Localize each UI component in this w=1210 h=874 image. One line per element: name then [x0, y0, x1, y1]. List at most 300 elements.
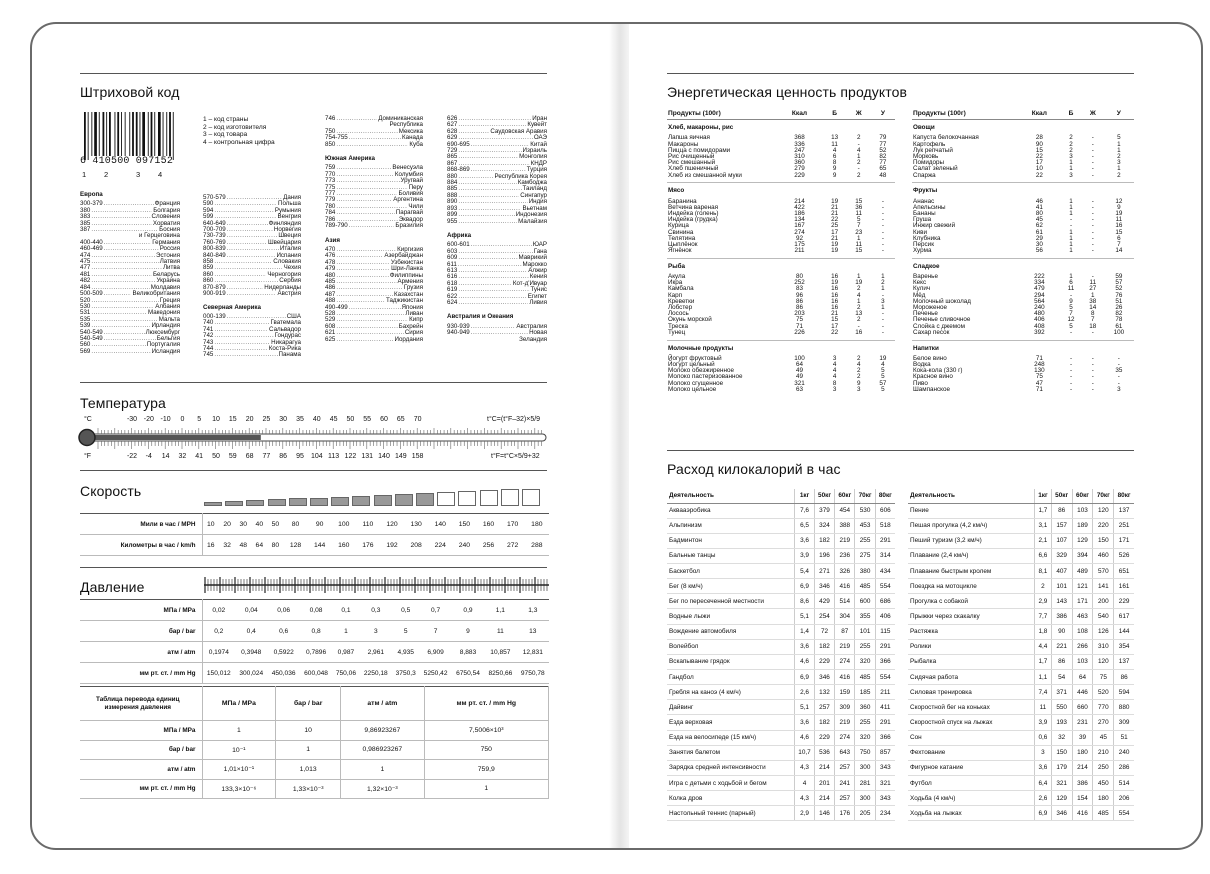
food-value: 80 [1035, 209, 1043, 217]
country-code: 530 [80, 302, 91, 310]
food-value: 75 [1035, 373, 1043, 381]
speed-row-label: Километры в час / km/h [80, 535, 202, 556]
food-value: 49 [795, 373, 803, 381]
country-code: 743 [203, 338, 214, 346]
food-name: Слойка с джемом [913, 322, 965, 330]
food-category-row [912, 183, 1134, 199]
speed-value: 160 [338, 541, 350, 549]
food-name: Цыплёнок [668, 240, 698, 248]
food-name: Икра [668, 279, 683, 287]
food-value: 2 [1069, 146, 1073, 154]
country-name: Хорватия [152, 219, 180, 227]
food-value: 214 [794, 197, 805, 205]
food-category: Рыба [668, 262, 685, 270]
calories-value: 3,6 [795, 715, 815, 730]
calories-value: 550 [1051, 700, 1072, 715]
calories-value: 229 [1114, 594, 1134, 609]
conversion-header-cell: атм / atm [341, 687, 425, 721]
calories-row [908, 791, 1134, 806]
calories-value: 518 [875, 518, 895, 533]
pressure-value: 600,048 [304, 669, 328, 677]
country-name: Сербия [279, 277, 301, 285]
calories-value: 570 [1093, 564, 1114, 579]
pressure-value: 450,036 [271, 669, 296, 677]
calories-value: 366 [875, 654, 895, 669]
pressure-value: 9 [466, 627, 470, 635]
calories-value: 171 [1114, 533, 1134, 548]
food-value: - [1091, 373, 1094, 381]
food-value: 564 [1034, 297, 1045, 305]
food-value: 360 [794, 159, 805, 167]
food-name: Индейка (грудка) [668, 216, 718, 224]
country-col-2 [203, 188, 301, 359]
food-value: - [881, 291, 884, 299]
country-code: 488 [325, 297, 336, 305]
country-name: Саудовская Аравия [490, 127, 547, 135]
fahrenheit-tick-label: 158 [411, 453, 424, 460]
calories-value: 3,1 [1035, 518, 1052, 533]
speed-value: 100 [338, 520, 350, 528]
country-name: Киргизия [397, 245, 423, 253]
food-value: - [1091, 385, 1094, 393]
country-name: Кувейт [527, 121, 547, 129]
conversion-value: 10⁻¹ [202, 740, 276, 760]
food-name: Баранина [668, 197, 697, 205]
food-header-cell: Ж [847, 110, 871, 120]
speed-value: 288 [531, 541, 543, 549]
food-value: - [1091, 328, 1094, 336]
pressure-row [80, 600, 549, 621]
food-name: Пицца с помидорами [668, 146, 731, 154]
food-value: 4 [832, 367, 837, 375]
country-code: 860 [203, 270, 214, 278]
speed-bar [352, 496, 370, 506]
food-value: 1 [856, 297, 861, 305]
calories-value: 126 [1093, 624, 1114, 639]
pressure-value: 9750,78 [520, 669, 545, 677]
food-value: 9 [856, 379, 861, 387]
country-code: 603 [447, 247, 458, 255]
fahrenheit-tick-label: 140 [378, 453, 390, 460]
country-name: Алжир [528, 266, 547, 274]
calories-value: 554 [1114, 806, 1134, 821]
country-code: 484 [80, 283, 91, 291]
country-code: 460-469 [80, 245, 103, 253]
speed-grid [80, 513, 549, 556]
country-name: Парагвай [395, 209, 423, 217]
calories-value: 137 [1114, 654, 1134, 669]
country-code: 478 [325, 258, 336, 266]
divider [667, 73, 1134, 74]
food-value: 9 [832, 165, 837, 173]
activity-name: Растяжка [908, 624, 1035, 639]
food-value: 35 [1115, 367, 1123, 375]
activity-name: Езда верховая [667, 715, 795, 730]
country-code: 482 [80, 277, 91, 285]
calories-row [908, 776, 1134, 791]
pressure-value: 0,1974 [208, 648, 229, 656]
food-name: Телятина [668, 234, 696, 242]
food-value: 17 [831, 322, 839, 330]
activity-name: Прыжки через скакалку [908, 609, 1035, 624]
food-value: 51 [1115, 297, 1123, 305]
speed-bar [458, 491, 476, 506]
food-value: 11 [831, 140, 838, 148]
country-code: 476 [325, 252, 336, 260]
calories-header-row [908, 489, 1134, 503]
calories-value: 179 [1051, 760, 1072, 775]
food-value: 480 [1034, 310, 1045, 318]
calories-value: 321 [875, 776, 895, 791]
food-category-row [667, 258, 895, 274]
country-name: Болгария [153, 206, 180, 214]
calories-value: 51 [1114, 730, 1134, 745]
celsius-scale [80, 416, 550, 428]
food-value: 1 [1069, 228, 1073, 236]
country-code: 481 [80, 270, 91, 278]
food-value: - [1069, 291, 1073, 299]
calories-value: 257 [835, 791, 855, 806]
speed-value: 170 [506, 520, 519, 528]
food-value: 279 [794, 165, 805, 173]
calories-value: 240 [1114, 745, 1134, 760]
calories-value: 520 [1093, 685, 1114, 700]
calories-value: 291 [875, 715, 895, 730]
country-name: Швейцария [267, 238, 301, 246]
calories-value: 250 [1093, 760, 1114, 775]
food-name: Хлеб пшеничный [668, 165, 719, 173]
speed-bar [204, 502, 222, 506]
food-value: 1 [1069, 165, 1073, 173]
calories-value: 8,1 [1035, 564, 1052, 579]
calories-value: 75 [1093, 670, 1114, 685]
country-code: 590 [203, 200, 214, 208]
food-name: Лобстер [668, 304, 693, 312]
calories-value: 617 [1114, 609, 1134, 624]
activity-name: Игра с детьми с ходьбой и бегом [667, 776, 795, 791]
celsius-tick-label: 35 [296, 416, 304, 423]
country-code: 387 [80, 226, 91, 234]
calories-value: 460 [1093, 548, 1114, 563]
calories-value: 86 [1051, 503, 1072, 518]
food-value: - [881, 216, 884, 224]
pressure-value: 0,6 [279, 627, 289, 635]
pressure-value: 0,08 [309, 606, 323, 614]
food-name: Хлеб из смешанной муки [668, 171, 742, 179]
speed-bar [310, 498, 328, 507]
calories-value: 234 [875, 806, 895, 821]
celsius-tick-label: 45 [329, 416, 338, 423]
food-value: 4 [832, 361, 837, 368]
conversion-value: 759,9 [424, 760, 548, 780]
food-name: Апельсины [913, 203, 946, 211]
calories-value: 103 [1072, 654, 1093, 669]
calories-value: 86 [1051, 654, 1072, 669]
food-header-cell: Ж [1082, 110, 1104, 120]
food-value: 17 [831, 228, 839, 236]
barcode-title: Штриховой код [80, 84, 180, 100]
food-name: Молоко сгущенное [668, 379, 724, 387]
food-value: 2 [856, 304, 861, 312]
food-value: 2 [881, 279, 885, 287]
calories-value: 2 [1035, 579, 1052, 594]
country-code: 930-939 [447, 322, 470, 330]
food-value: 7 [1091, 316, 1095, 324]
calories-value: 1,7 [1035, 503, 1052, 518]
calories-value: 146 [814, 806, 834, 821]
conversion-row [80, 740, 549, 760]
calories-value: 7,7 [1035, 609, 1052, 624]
speed-title: Скорость [80, 483, 142, 499]
calories-row [667, 564, 895, 579]
country-name: Албания [155, 302, 180, 310]
country-name: Нидерланды [264, 283, 301, 291]
country-code-row [447, 219, 547, 225]
calories-value: 3,9 [1035, 715, 1052, 730]
country-code: 885 [447, 185, 458, 193]
food-name: Хурма [913, 247, 932, 255]
food-value: 11 [855, 209, 862, 217]
celsius-tick-label: 5 [197, 416, 202, 423]
calories-value: 286 [1114, 760, 1134, 775]
calories-value: 450 [1093, 776, 1114, 791]
activity-name: Волейбол [667, 639, 795, 654]
pressure-value: 7 [433, 627, 438, 635]
food-value: 229 [794, 171, 805, 179]
food-value: - [1069, 373, 1073, 381]
food-value: - [1091, 197, 1094, 205]
food-value: 23 [855, 228, 863, 236]
food-value: - [1069, 385, 1073, 393]
calories-value: 606 [875, 503, 895, 518]
food-header-row [912, 110, 1134, 120]
food-value: 9 [1069, 297, 1073, 305]
pressure-row [80, 663, 549, 684]
conversion-row-label: бар / bar [80, 740, 202, 760]
calories-value: 2,6 [795, 685, 815, 700]
country-name: Латвия [159, 258, 180, 266]
food-value: 1 [881, 304, 885, 312]
country-name: Португалия [146, 341, 180, 349]
country-name: Новая [529, 329, 547, 337]
calories-row [667, 745, 895, 760]
food-value: 3 [832, 385, 837, 393]
calories-row [908, 503, 1134, 518]
speed-value: 30 [239, 520, 248, 528]
calories-value: 201 [814, 776, 834, 791]
speed-value: 240 [458, 541, 471, 549]
activity-name: Гребля на каноэ (4 км/ч) [667, 685, 795, 700]
country-code: 784 [325, 209, 336, 217]
food-value: 46 [1035, 197, 1043, 205]
speed-bar [395, 494, 413, 506]
food-value: 7 [1069, 310, 1073, 318]
speed-bar [522, 489, 540, 507]
food-value: 12 [1115, 197, 1123, 205]
calories-row [667, 624, 895, 639]
calories-row [908, 533, 1134, 548]
food-name: Кулич [913, 285, 931, 293]
conversion-value: 10 [276, 721, 341, 741]
country-name: Республика Корея [494, 172, 547, 180]
food-value: 3 [832, 354, 837, 362]
speed-value: 272 [506, 541, 519, 549]
food-value: 16 [1115, 222, 1123, 230]
pressure-value: 6750,54 [456, 669, 480, 677]
food-header-cell: Продукты (100г) [912, 110, 1019, 120]
country-name: Марокко [522, 260, 547, 268]
calories-value: 206 [1114, 791, 1134, 806]
calories-row [667, 548, 895, 563]
calories-value: 526 [1114, 548, 1134, 563]
country-name: Гондурас [274, 332, 301, 340]
food-value: 167 [794, 222, 805, 230]
conversion-value: 1,32×10⁻³ [341, 779, 425, 799]
country-name: Ливия [529, 298, 547, 306]
celsius-tick-label: 15 [228, 416, 237, 423]
calories-value: 115 [875, 624, 895, 639]
calories-value: 411 [875, 700, 895, 715]
country-name: Сирия [404, 329, 423, 337]
food-value: - [857, 322, 860, 330]
pressure-row [80, 621, 549, 642]
country-code: 955 [447, 217, 458, 225]
food-value: 294 [1034, 291, 1045, 299]
calories-value: 159 [835, 685, 855, 700]
food-value: 2 [856, 134, 861, 142]
barcode-index-label: 4 [158, 170, 163, 179]
calories-row [667, 639, 895, 654]
food-value: 80 [795, 273, 803, 281]
activity-name: Скоростной спуск на лыжах [908, 715, 1035, 730]
food-table [912, 110, 1134, 393]
divider [667, 450, 1134, 451]
food-value: - [1091, 222, 1094, 230]
country-name: Уругвай [400, 177, 423, 185]
food-value: 15 [855, 197, 863, 205]
food-value: 252 [794, 279, 805, 287]
food-value: 248 [1034, 361, 1045, 368]
country-name: Япония [401, 303, 423, 311]
food-value: 2 [1069, 140, 1073, 148]
divider [80, 470, 547, 471]
barcode-bar [129, 112, 130, 156]
calories-value: 236 [835, 548, 855, 563]
fahrenheit-tick-label: 113 [328, 453, 340, 460]
calories-value: 86 [1114, 670, 1134, 685]
food-category: Напитки [913, 344, 939, 352]
country-code: 759 [325, 164, 336, 172]
food-value: 100 [1113, 328, 1125, 336]
food-value: - [1091, 234, 1094, 242]
speed-value: 120 [386, 520, 398, 528]
calories-value: 554 [875, 579, 895, 594]
calories-header-cell: 80кг [875, 489, 895, 503]
country-code: 800-839 [203, 245, 226, 253]
calories-value: 182 [814, 533, 834, 548]
calories-value: 205 [855, 806, 875, 821]
pressure-value: 150,012 [206, 669, 231, 677]
country-code: 700-709 [203, 226, 226, 234]
calories-value: 354 [1114, 639, 1134, 654]
country-name: Мексика [398, 127, 423, 135]
fahrenheit-tick-label: 104 [310, 453, 323, 460]
calories-row [667, 518, 895, 533]
food-value: - [1069, 361, 1073, 368]
calories-value: 4 [795, 776, 815, 791]
barcode-bar [163, 112, 164, 156]
barcode-bar [125, 112, 126, 156]
fahrenheit-formula: t°F=t°C×5/9+32 [491, 453, 540, 460]
food-table-right [912, 110, 1134, 393]
calories-value: 380 [855, 564, 875, 579]
food-value: 5 [1069, 322, 1073, 330]
country-code: 535 [80, 315, 91, 323]
food-value: 86 [795, 304, 803, 312]
food-value: 30 [1035, 240, 1043, 248]
calories-value: 388 [835, 518, 855, 533]
food-name: Лук репчатый [913, 146, 953, 154]
food-value: 38 [1089, 297, 1097, 305]
food-name: Карп [668, 291, 683, 299]
calories-value: 72 [814, 624, 834, 639]
country-code: 900-919 [203, 290, 226, 298]
food-value: 222 [1034, 273, 1045, 281]
food-name: Белое вино [913, 354, 947, 362]
conversion-value: 9,86923267 [341, 721, 425, 741]
food-value: 4 [832, 373, 837, 381]
pressure-value: 1,3 [528, 606, 538, 614]
food-name: Спаржа [913, 171, 936, 179]
food-value: 15 [855, 247, 863, 255]
country-code: 385 [80, 219, 91, 227]
calories-value: 255 [855, 533, 875, 548]
food-value: 22 [1035, 171, 1043, 179]
calories-value: 45 [1093, 730, 1114, 745]
activity-name: Зарядка средней интенсивности [667, 760, 795, 775]
food-header-cell: У [1104, 110, 1134, 120]
food-name: Окунь морской [668, 316, 712, 324]
leader-dots [458, 300, 528, 306]
calories-value: 120 [1093, 503, 1114, 518]
calories-value: 343 [875, 760, 895, 775]
calories-value: 185 [855, 685, 875, 700]
activity-name: Пешая прогулка (4,2 км/ч) [908, 518, 1035, 533]
calories-value: 214 [1072, 760, 1093, 775]
calories-value: 101 [1051, 579, 1072, 594]
calories-value: 485 [855, 670, 875, 685]
calories-value: 7,6 [795, 503, 815, 518]
food-value: 22 [831, 216, 839, 224]
calories-row [667, 579, 895, 594]
activity-name: Скоростной бег на коньках [908, 700, 1035, 715]
country-name: Босния [159, 226, 180, 234]
food-value: 2 [856, 316, 861, 324]
food-name: Сахар песок [913, 328, 950, 336]
page-gutter [609, 24, 629, 848]
food-value: 21 [831, 234, 839, 242]
country-name: Беларусь [152, 270, 180, 278]
food-value: - [1069, 216, 1073, 224]
food-value: 2 [856, 285, 861, 293]
country-col-1 [80, 188, 180, 355]
barcode-bar [91, 112, 92, 156]
region-title: Австралия и Океания [447, 313, 514, 321]
calories-value: 346 [814, 579, 834, 594]
fahrenheit-tick-label: 32 [178, 453, 187, 460]
food-value: 479 [1034, 285, 1045, 293]
calories-value: 530 [855, 503, 875, 518]
